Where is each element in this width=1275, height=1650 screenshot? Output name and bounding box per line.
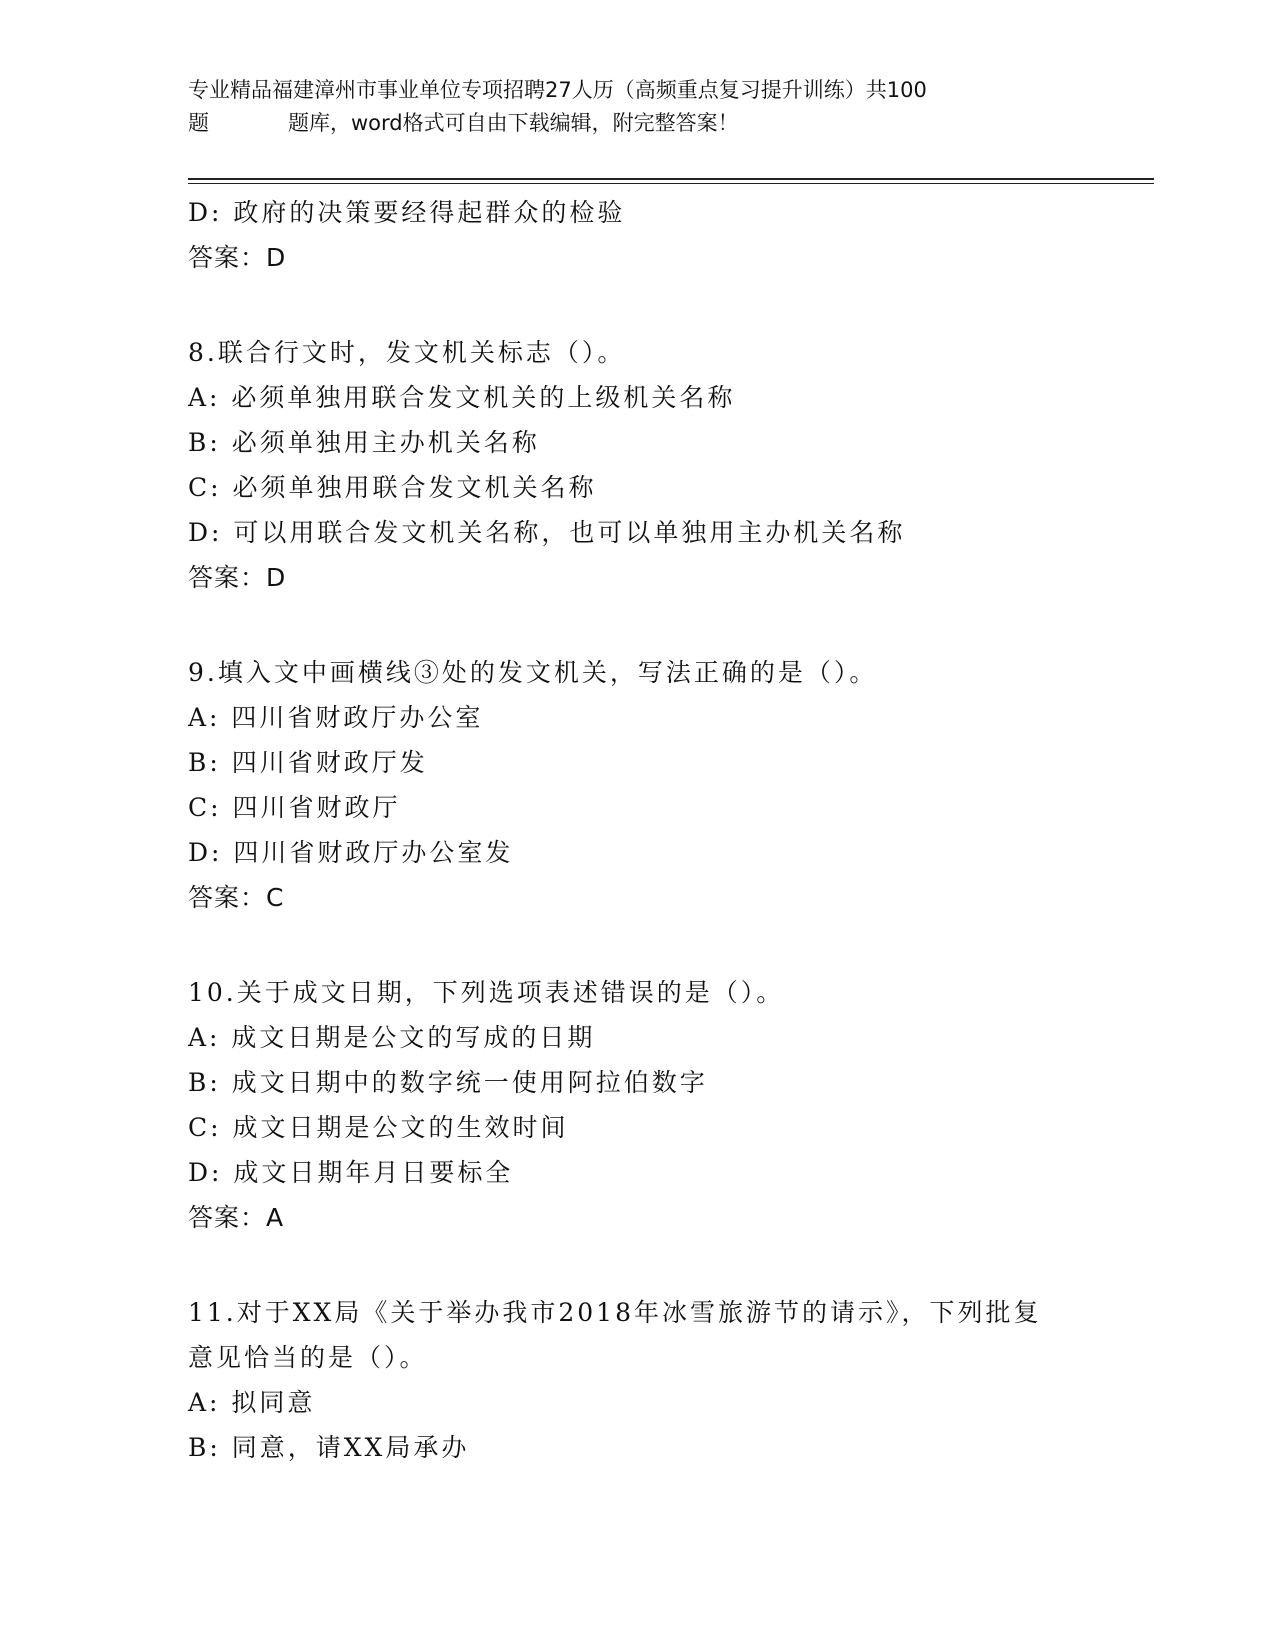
q10-option-b: B: 成文日期中的数字统一使用阿拉伯数字 (188, 1068, 708, 1097)
page-header (188, 74, 1088, 140)
q10-question: 10.关于成文日期，下列选项表述错误的是（）。 (188, 978, 785, 1007)
q8-option-a: A: 必须单独用联合发文机关的上级机关名称 (188, 383, 736, 412)
q8-question: 8.联合行文时，发文机关标志（）。 (188, 338, 626, 367)
q11-question-line-1: 11.对于XX局《关于举办我市2018年冰雪旅游节的请示》，下列批复 (188, 1298, 1042, 1327)
header-line-2 (188, 107, 1088, 140)
q9-option-d: D: 四川省财政厅办公室发 (188, 838, 514, 867)
q9-question: 9.填入文中画横线③处的发文机关，写法正确的是（）。 (188, 658, 878, 687)
header-rule-thin (188, 183, 1154, 184)
header-line-2-left: 题 (188, 111, 209, 135)
q11-question-line-2: 意见恰当的是（）。 (188, 1343, 428, 1372)
spacer (188, 920, 1088, 970)
q8-option-b: B: 必须单独用主办机关名称 (188, 428, 540, 457)
q9-answer: 答案：C (188, 883, 285, 912)
q8-option-c: C: 必须单独用联合发文机关名称 (188, 473, 597, 502)
question-content (188, 190, 1088, 1470)
header-line-1: 专业精品福建漳州市事业单位专项招聘27人历（高频重点复习提升训练）共100 (188, 78, 927, 102)
q7-option-d: D: 政府的决策要经得起群众的检验 (188, 198, 626, 227)
q10-option-a: A: 成文日期是公文的写成的日期 (188, 1023, 596, 1052)
header-rule-thick (188, 178, 1154, 180)
q10-answer: 答案：A (188, 1203, 285, 1232)
q8-answer: 答案：D (188, 563, 287, 592)
spacer (188, 1240, 1088, 1290)
q9-option-c: C: 四川省财政厅 (188, 793, 401, 822)
q11-option-b: B: 同意，请XX局承办 (188, 1433, 470, 1462)
header-line-2-right: 题库，word格式可自由下载编辑，附完整答案！ (288, 111, 739, 135)
q9-option-a: A: 四川省财政厅办公室 (188, 703, 484, 732)
spacer (188, 280, 1088, 330)
q8-option-d: D: 可以用联合发文机关名称，也可以单独用主办机关名称 (188, 518, 906, 547)
q9-option-b: B: 四川省财政厅发 (188, 748, 428, 777)
q7-answer: 答案：D (188, 243, 287, 272)
q11-option-a: A: 拟同意 (188, 1388, 316, 1417)
q10-option-c: C: 成文日期是公文的生效时间 (188, 1113, 569, 1142)
spacer (188, 600, 1088, 650)
q10-option-d: D: 成文日期年月日要标全 (188, 1158, 514, 1187)
